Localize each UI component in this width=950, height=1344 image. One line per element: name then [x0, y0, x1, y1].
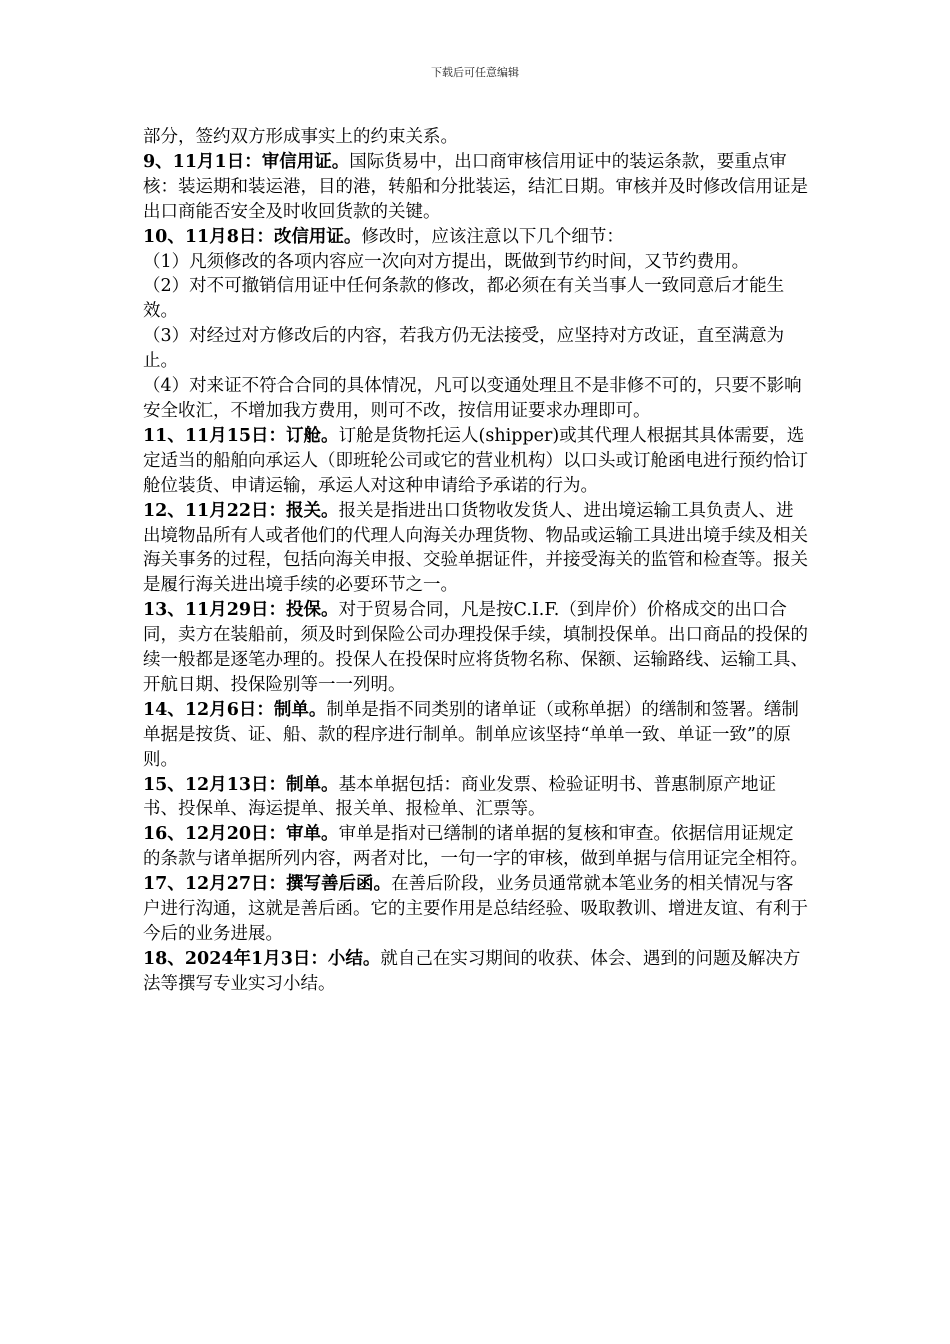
page-header: 下载后可任意编辑 — [431, 66, 519, 79]
paragraph-text: 对于贸易合同，凡是按C.I.F.（到岸价）价格成交的出口合同，卖方在装船前，须及时到保险公司办理投保手续，填制投保单。出口商品的投保的续一般都是逐笔办理的。投保人在投保时应将货物名称、保额、运输路线、运输工具、开航日期、投保险别等一一列明。 — [143, 600, 808, 695]
paragraph-lead: 15、12月13日：制单。 — [143, 774, 339, 795]
paragraph-continuation — [143, 125, 811, 150]
paragraph-item-12 — [143, 499, 811, 599]
paragraph-lead: 18、2024年1月3日：小结。 — [143, 948, 381, 969]
paragraph-lead: 13、11月29日：投保。 — [143, 600, 339, 621]
paragraph-text: 报关是指进出口货物收发货人、进出境运输工具负责人、进出境物品所有人或者他们的代理人向海关办理货物、物品或运输工具进出境手续及相关海关事务的过程，包括向海关申报、交验单据证件，并接受海关的监管和检查等。报关是履行海关进出境手续的必要环节之一。 — [143, 500, 808, 596]
paragraph-item-17 — [143, 872, 811, 947]
paragraph-item-13 — [143, 598, 811, 698]
sub-item-2 — [143, 274, 811, 324]
paragraph-lead: 16、12月20日：审单。 — [143, 824, 339, 845]
paragraph-item-10 — [143, 225, 811, 250]
paragraph-text: 国际货易中，出口商审核信用证中的装运条款，要重点审核：装运期和装运港，目的港，转船和分批装运，结汇日期。审核并及时修改信用证是出口商能否安全及时收回货款的关键。 — [143, 151, 808, 222]
paragraph-text: 部分，签约双方形成事实上的约束关系。 — [143, 127, 458, 147]
paragraph-lead: 17、12月27日：撰写善后函。 — [143, 874, 392, 895]
paragraph-text: 在善后阶段，业务员通常就本笔业务的相关情况与客户进行沟通，这就是善后函。它的主要作用是总结经验、吸取教训、增进友谊、有利于今后的业务进展。 — [143, 874, 808, 944]
paragraph-lead: 10、11月8日：改信用证。 — [143, 226, 362, 247]
document-body — [143, 125, 811, 997]
paragraph-lead: 12、11月22日：报关。 — [143, 500, 339, 521]
paragraph-text: （4）对来证不符合合同的具体情况，凡可以变通处理且不是非修不可的，只要不影响安全收汇，不增加我方费用，则可不改，按信用证要求办理即可。 — [143, 376, 802, 421]
paragraph-text: 基本单据包括：商业发票、检验证明书、普惠制原产地证书、投保单、海运提单、报关单、报检单、汇票等。 — [143, 774, 777, 820]
paragraph-text: （2）对不可撤销信用证中任何条款的修改，都必须在有关当事人一致同意后才能生效。 — [143, 276, 785, 322]
sub-item-4 — [143, 374, 811, 424]
paragraph-item-9 — [143, 150, 811, 225]
paragraph-item-16 — [143, 822, 811, 872]
paragraph-text: （3）对经过对方修改后的内容，若我方仍无法接受，应坚持对方改证，直至满意为止。 — [143, 326, 785, 372]
paragraph-text: （1）凡须修改的各项内容应一次向对方提出，既做到节约时间，又节约费用。 — [143, 251, 750, 272]
sub-item-1 — [143, 250, 811, 275]
paragraph-item-11 — [143, 424, 811, 499]
paragraph-text: 修改时，应该注意以下几个细节： — [361, 226, 624, 247]
paragraph-item-15 — [143, 773, 811, 823]
sub-item-3 — [143, 324, 811, 374]
paragraph-text: 就自己在实习期间的收获、体会、遇到的问题及解决方法等撰写专业实习小结。 — [143, 948, 801, 994]
paragraph-lead: 11、11月15日：订舱。 — [143, 425, 339, 446]
paragraph-text: 制单是指不同类别的诸单证（或称单据）的缮制和签署。缮制单据是按货、证、船、款的程序进行制单。制单应该坚持“单单一致、单证一致”的原则。 — [143, 699, 799, 770]
paragraph-item-18 — [143, 947, 811, 997]
paragraph-lead: 9、11月1日：审信用证。 — [143, 151, 350, 172]
paragraph-lead: 14、12月6日：制单。 — [143, 699, 327, 720]
paragraph-text: 审单是指对已缮制的诸单据的复核和审查。依据信用证规定的条款与诸单据所列内容，两者对比，一句一字的审核，做到单据与信用证完全相符。 — [143, 824, 808, 870]
paragraph-item-14 — [143, 698, 811, 773]
paragraph-text: 订舱是货物托运人(shipper)或其代理人根据其具体需要，选定适当的船舶向承运人（即班轮公司或它的营业机构）以口头或订舱函电进行预约恰订舱位装货、申请运输，承运人对这种申请给予承诺的行为。 — [143, 425, 808, 496]
